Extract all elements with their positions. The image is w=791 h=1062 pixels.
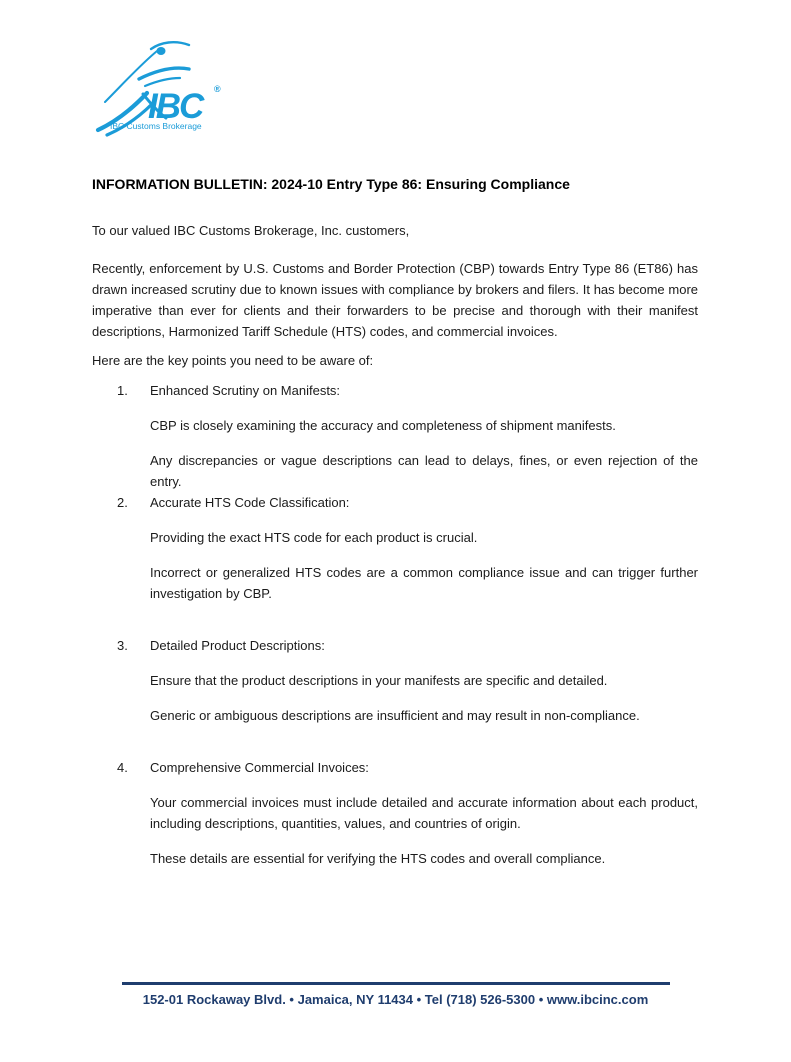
ibc-logo [95, 38, 227, 138]
item-number: 4. [117, 760, 128, 775]
list-item [92, 380, 698, 492]
list-item [92, 635, 698, 726]
item-heading: Detailed Product Descriptions: [150, 638, 325, 653]
item-heading: Comprehensive Commercial Invoices: [150, 760, 369, 775]
footer-contact: 152-01 Rockaway Blvd. • Jamaica, NY 11434 • Tel (718) 526-5300 • www.ibcinc.com [142, 992, 649, 1007]
item-paragraph: Ensure that the product descriptions in your manifests are specific and detailed. [150, 673, 608, 688]
item-paragraph: Generic or ambiguous descriptions are insufficient and may result in non-compliance. [150, 708, 640, 723]
runner-head [157, 47, 166, 55]
registered-trademark-icon: ® [214, 84, 221, 94]
item-heading: Enhanced Scrutiny on Manifests: [150, 383, 341, 398]
document-page [0, 38, 791, 1062]
item-paragraph: Your commercial invoices must include detailed and accurate information about each product, including descriptions, quantities, values, and countries of origin. [150, 795, 698, 831]
item-paragraph: Providing the exact HTS code for each product is crucial. [150, 530, 478, 545]
salutation-line: To our valued IBC Customs Brokerage, Inc. customers, [92, 223, 410, 238]
item-heading: Accurate HTS Code Classification: [150, 495, 350, 510]
key-points-lead: Here are the key points you need to be aware of: [92, 353, 374, 368]
item-paragraph: These details are essential for verifying the HTS codes and overall compliance. [150, 851, 606, 866]
logo-brand-text: IBC [148, 87, 203, 126]
key-points-list [92, 380, 698, 869]
footer-divider [122, 982, 670, 985]
item-number: 3. [117, 638, 128, 653]
item-number: 1. [117, 383, 128, 398]
item-paragraph: CBP is closely examining the accuracy and completeness of shipment manifests. [150, 418, 616, 433]
list-item [92, 757, 698, 869]
item-number: 2. [117, 495, 128, 510]
runner-icon [95, 38, 227, 138]
intro-paragraph: Recently, enforcement by U.S. Customs and Border Protection (CBP) towards Entry Type 86 (ET86) has drawn increased scrutiny due to known issues with compliance by brokers and filers. It has become more imperative than ever for clients and their forwarders to be precise and thorough with their manifest descriptions, Harmonized Tariff Schedule (HTS) codes, and commercial invoices. [92, 261, 698, 339]
list-item [92, 492, 698, 604]
bulletin-title: INFORMATION BULLETIN: 2024-10 Entry Type 86: Ensuring Compliance [92, 176, 570, 192]
item-paragraph: Incorrect or generalized HTS codes are a common compliance issue and can trigger further investigation by CBP. [150, 565, 698, 601]
logo-caption-text: IBC Customs Brokerage [110, 121, 202, 131]
item-paragraph: Any discrepancies or vague descriptions can lead to delays, fines, or even rejection of the entry. [150, 453, 698, 489]
page-footer [0, 982, 791, 1007]
